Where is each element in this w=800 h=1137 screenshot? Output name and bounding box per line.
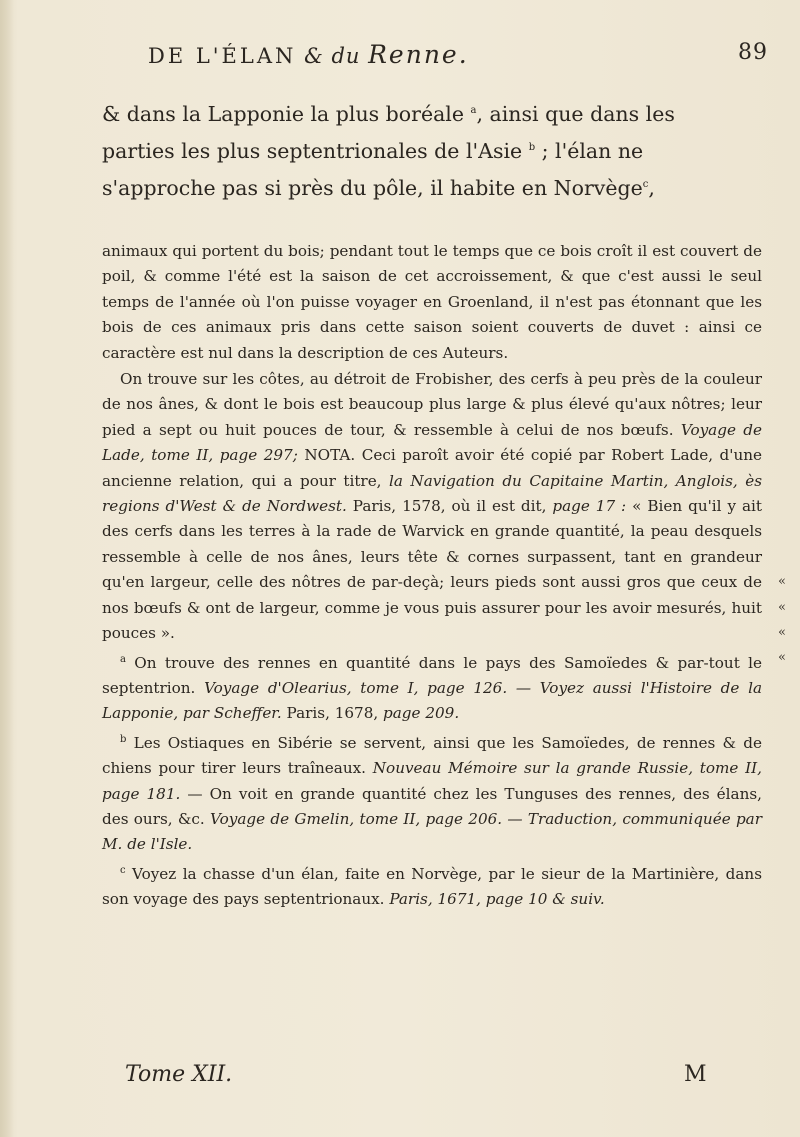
p2-ref-navigation: la Navigation du Capitaine Martin, Anglois, ès regions d'West & de Nordwest. [102, 471, 762, 516]
main-line-3 [102, 168, 762, 205]
footnote-c-mark: c [120, 864, 126, 876]
p2-text-a: On trouve sur les côtes, au détroit de Frobisher, des cerfs à peu près de la couleur de nos ânes, & dont le bois est beaucoup plus large & plus élevé qu'aux nôtres; leur pied a sept ou huit pouces de tour, & ressemble à celui de nos bœufs. [102, 370, 762, 439]
note-paragraph-2 [102, 367, 762, 646]
quote-mark-1: « [778, 574, 786, 590]
footnote-b-ref2: Voyage de Gmelin, tome II, page 206. — Traduction, communiquée par M. de l'Isle. [102, 810, 762, 854]
footnote-a [102, 647, 762, 727]
footnote-b-text2: — On voit en grande quantité chez les Tunguses des rennes, des élans, des ours, &c. [102, 784, 762, 829]
note-paragraph-1: animaux qui portent du bois; pendant tout le temps que ce bois croît il est couvert de poil, & comme l'été est la saison de cet accroissement, & que c'est aussi le seul temps de l'année où l'on puisse voyager en Groenland, il n'est pas étonnant que les bois de ces animaux pris dans cette saison soient couverts de duvet : ainsi ce caractère est nul dans la description de ces Auteurs. [102, 242, 762, 362]
main-line-1-text: & dans la Lapponie la plus boréale [102, 101, 471, 126]
note-ref-c: c [642, 178, 649, 190]
main-text-block [102, 94, 762, 204]
running-head [148, 40, 768, 80]
main-line-3-text: s'approche pas si près du pôle, il habite en Norvège [102, 175, 643, 200]
running-head-title-renne: Renne. [368, 40, 469, 69]
running-head-title-part1: DE L'ÉLAN [148, 44, 297, 68]
quote-mark-2: « [778, 600, 786, 616]
running-head-title-ampersand: & [296, 44, 332, 68]
p2-text-b: Ceci paroît avoir été copié par Robert Lade, d'une ancienne relation, qui a pour titre, [102, 446, 763, 490]
running-head-title-du: du [331, 44, 369, 68]
footnote-b-mark: b [120, 733, 127, 745]
footnote-b [102, 727, 762, 858]
footnote-c [102, 858, 762, 913]
p2-quote: « Bien qu'il y ait des cerfs dans les terres à la rade de Warvick en grande quantité, la peau desquels ressemble à celle de nos ânes, leurs tête & cornes surpassent, tant en grandeur qu'en largeur, celle des nôtres de par-deçà; leurs pieds sont aussi gros que ceux de nos bœufs & ont de largeur, comme je vous puis assurer pour les avoir mesurés, huit pouces ». [102, 497, 762, 643]
signature-mark: M [684, 1062, 707, 1087]
main-line-1 [102, 94, 762, 131]
p2-ref-lade: Voyage de Lade, tome II, page 297; [102, 420, 762, 465]
page-gutter-shadow [0, 0, 14, 1137]
footnote-a-end: Paris, 1678, [281, 704, 384, 723]
quote-mark-4: « [778, 650, 786, 666]
footnote-a-mark: a [120, 653, 126, 665]
footnote-a-ref: Voyage d'Olearius, tome I, page 126. — Voyez aussi l'Histoire de la Lapponie, par Scheffer. [102, 678, 763, 723]
main-line-2-end: ; l'élan ne [535, 138, 644, 163]
page-number: 89 [738, 40, 768, 65]
footnote-b-text: Les Ostiaques en Sibérie se servent, ainsi que les Samoïedes, de rennes & de chiens pour tirer leurs traîneaux. [102, 733, 762, 778]
note-paragraph-2-wrap [102, 367, 786, 666]
footnote-b-ref: Nouveau Mémoire sur la grande Russie, tome II, page 181. [102, 759, 762, 803]
note-ref-a: a [470, 105, 477, 116]
footnote-a-page: page 209. [383, 704, 460, 723]
main-line-3-end: , [648, 175, 655, 200]
main-line-2 [102, 131, 762, 168]
notes-block [102, 239, 786, 913]
footnote-a-text: On trouve des rennes en quantité dans le pays des Samoïedes & par-tout le septentrion. [102, 653, 762, 697]
p2-text-c: Paris, 1578, où il est dit, [346, 497, 553, 516]
main-line-2-text: parties les plus septentrionales de l'Asie [102, 138, 529, 163]
footnote-c-text: Voyez la chasse d'un élan, faite en Norvège, par le sieur de la Martinière, dans son voyage des pays septentrionaux. [102, 864, 762, 909]
p2-nota: NOTA. [297, 446, 362, 465]
quote-mark-3: « [778, 625, 786, 641]
main-line-1-end: , ainsi que dans les [476, 101, 675, 126]
note-ref-b: b [528, 141, 536, 153]
running-head-title [148, 40, 469, 69]
p2-ref-page: page 17 : [552, 497, 627, 516]
footnote-c-ref: Paris, 1671, page 10 & suiv. [389, 890, 605, 909]
signature-tome: Tome XII. [125, 1062, 233, 1087]
